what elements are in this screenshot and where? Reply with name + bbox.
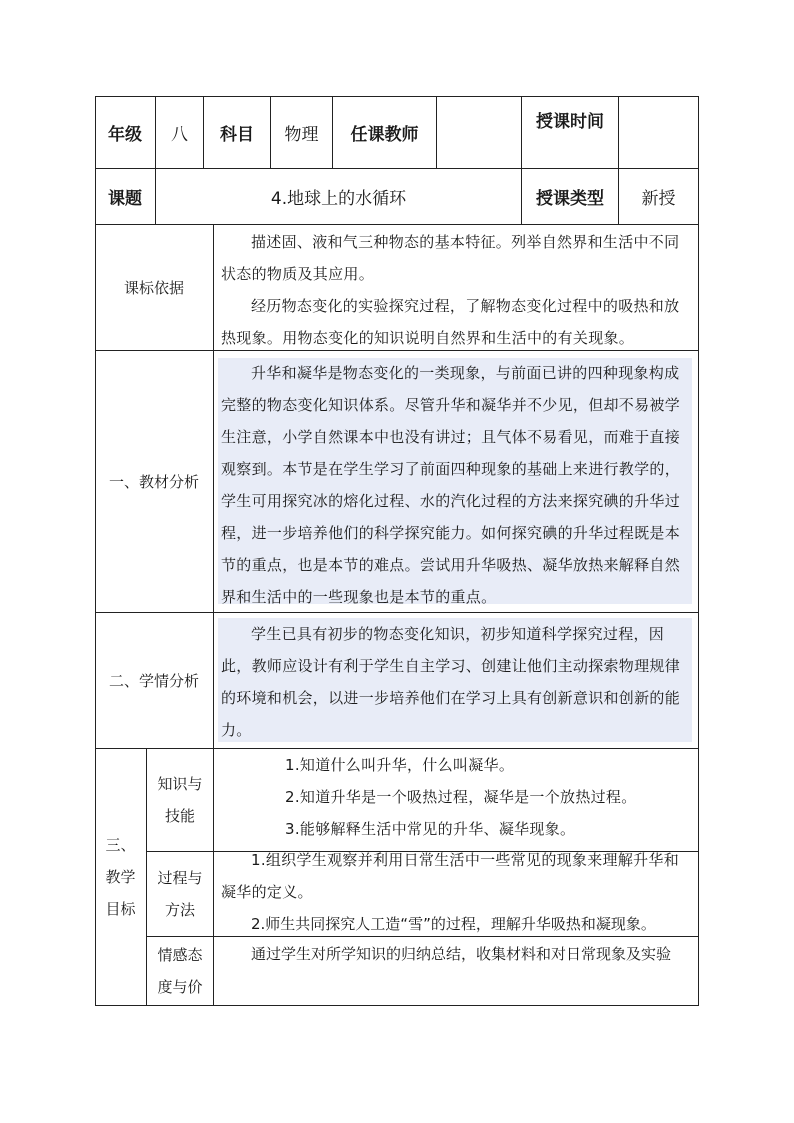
- subject-label: 科目: [220, 124, 254, 145]
- time-value: [619, 96, 698, 168]
- topic-label: 课题: [108, 189, 142, 209]
- knowledge-label-line2: 技能: [164, 807, 195, 825]
- material-paragraph: 升华和凝华是物态变化的一类现象，与前面已讲的四种现象构成完整的物态变化知识体系。尽管升华和凝华并不少见，但却不易被学生注意，小学自然课本中也没有讲过；且气体不易看见，而难于直接观察到。本节是在学生学习了前面四种现象的基础上来进行教学的，学生可用探究冰的熔化过程、水的汽化过程的方法来探究碘的升华过程，进一步培养他们的科学探究能力。如何探究碘的升华过程既是本节的重点，也是本节的难点。尝试用升华吸热、凝华放热来解释自然界和生活中的一些现象也是本节的重点。: [221, 364, 681, 606]
- basis-label: 课标依据: [123, 279, 184, 297]
- type-value: 新授: [641, 189, 676, 209]
- material-label: 一、教材分析: [108, 473, 199, 491]
- process-item-1: 1.组织学生观察并利用日常生活中一些常见的现象来理解升华和凝华的定义。: [221, 851, 680, 901]
- lesson-plan-table: [95, 96, 699, 1006]
- knowledge-item-2: 2.知道升华是一个吸热过程，凝华是一个放热过程。: [285, 788, 637, 806]
- emotion-label-line2: 度与价: [157, 978, 203, 996]
- material-text: [221, 357, 693, 613]
- basis-paragraph-2: 经历物态变化的实验探究过程，了解物态变化过程中的吸热和放热现象。用物态变化的知识说明自然界和生活中的有关现象。: [221, 297, 680, 347]
- process-label-line1: 过程与: [157, 869, 203, 887]
- process-label-line2: 方法: [164, 901, 195, 919]
- goals-label: [95, 749, 146, 1005]
- goals-label-line1: 三、: [105, 836, 136, 854]
- time-label: 授课时间: [536, 111, 604, 132]
- goals-label-line3: 目标: [105, 900, 136, 918]
- students-paragraph: 学生已具有初步的物态变化知识，初步知道科学探究过程，因此，教师应设计有利于学生自主学习、创建让他们主动探索物理规律的环境和机会，以进一步培养他们在学习上具有创新意识和创新的能力。: [221, 625, 681, 739]
- knowledge-item-3: 3.能够解释生活中常见的升华、凝华现象。: [285, 820, 576, 838]
- emotion-label: [147, 937, 213, 1007]
- type-label: 授课类型: [536, 189, 604, 209]
- basis-paragraph-1: 描述固、液和气三种物态的基本特征。列举自然界和生活中不同状态的物质及其应用。: [221, 233, 680, 283]
- goals-label-line2: 教学: [105, 868, 136, 886]
- process-item-2: 2.师生共同探究人工造“雪”的过程，理解升华吸热和凝现象。: [251, 915, 656, 933]
- basis-text: [221, 226, 693, 354]
- grade-value: 八: [171, 124, 188, 145]
- teacher-label: 任课教师: [350, 124, 419, 145]
- emotion-text: [221, 938, 693, 970]
- knowledge-item-1: 1.知道什么叫升华，什么叫凝华。: [285, 756, 515, 774]
- grade-label: 年级: [108, 124, 142, 145]
- subject-value: 物理: [284, 124, 319, 145]
- knowledge-label-line1: 知识与: [157, 775, 203, 793]
- process-list: [221, 844, 693, 940]
- teacher-value: [437, 96, 521, 168]
- emotion-paragraph: 通过学生对所学知识的归纳总结，收集材料和对日常现象及实验: [251, 945, 672, 963]
- emotion-label-line1: 情感态: [157, 946, 203, 964]
- topic-value: 4.地球上的水循环: [270, 189, 407, 209]
- students-text: [221, 618, 693, 746]
- knowledge-list: [255, 749, 695, 845]
- knowledge-label: [147, 749, 213, 851]
- process-label: [147, 852, 213, 936]
- students-label: 二、学情分析: [108, 672, 199, 690]
